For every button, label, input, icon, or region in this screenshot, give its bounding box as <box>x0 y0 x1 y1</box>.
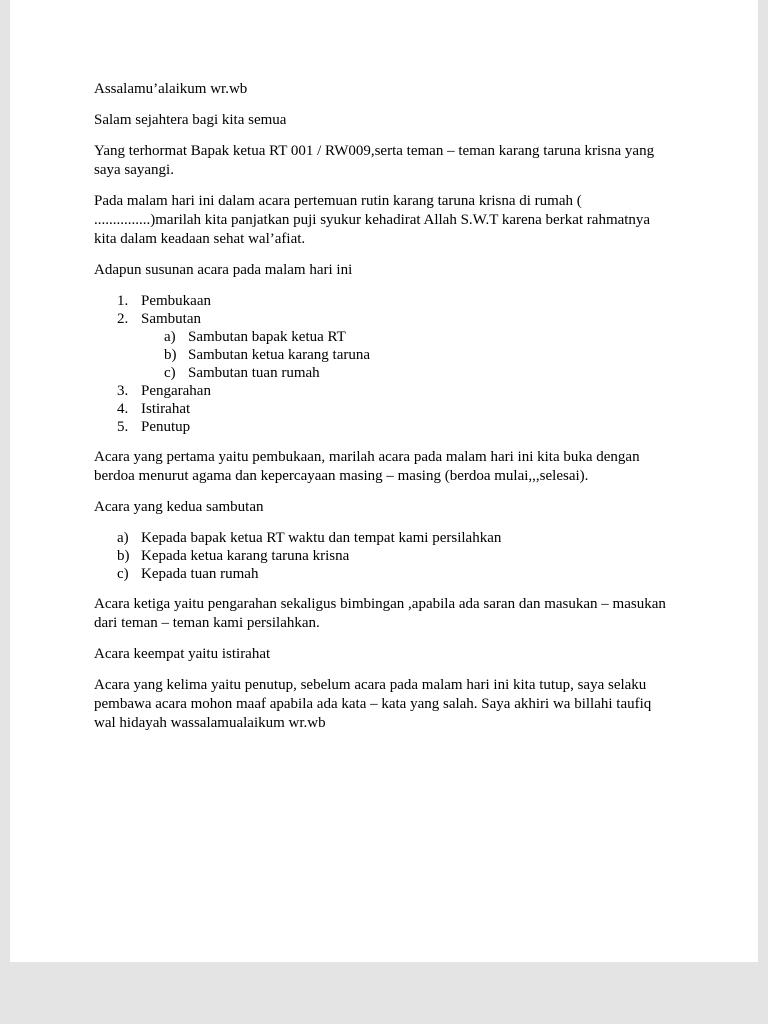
list-marker: c) <box>117 566 129 582</box>
list-marker: 2. <box>117 311 129 327</box>
agenda-item-5 <box>94 418 676 436</box>
agenda-item-1 <box>94 292 676 310</box>
agenda-item-4 <box>94 400 676 418</box>
list-text: Sambutan tuan rumah <box>188 365 320 381</box>
paragraph-honorifics: Yang terhormat Bapak ketua RT 001 / RW009,serta teman – teman karang taruna krisna yang saya sayangi. <box>94 143 655 178</box>
agenda-item-2c <box>94 364 676 382</box>
list-marker: a) <box>164 329 176 345</box>
list-text: Sambutan ketua karang taruna <box>188 347 371 363</box>
agenda-item-2 <box>94 310 676 328</box>
list-marker: c) <box>164 365 176 381</box>
list-text: Penutup <box>141 419 191 435</box>
list-marker: a) <box>117 530 129 546</box>
paragraph-agenda-intro: Adapun susunan acara pada malam hari ini <box>94 262 353 278</box>
paragraph-acara-kedua: Acara yang kedua sambutan <box>94 499 264 515</box>
paragraph-acara-ketiga: Acara ketiga yaitu pengarahan sekaligus bimbingan ,apabila ada saran dan masukan – masukan dari teman – teman kami persilahkan. <box>94 596 666 631</box>
list-text: Sambutan <box>141 311 201 327</box>
agenda-list <box>94 292 676 436</box>
sambutan-list <box>94 529 676 583</box>
document-page <box>10 0 758 962</box>
list-text: Kepada tuan rumah <box>141 566 259 582</box>
list-text: Istirahat <box>141 401 191 417</box>
paragraph-greeting: Assalamu’alaikum wr.wb <box>94 81 248 97</box>
paragraph-acara-kelima: Acara yang kelima yaitu penutup, sebelum acara pada malam hari ini kita tutup, saya selaku pembawa acara mohon maaf apabila ada kata – kata yang salah. Saya akhiri wa billahi taufiq wal hidayah wassalamualaikum wr.wb <box>94 677 652 731</box>
list-text: Kepada ketua karang taruna krisna <box>141 548 350 564</box>
list-text: Sambutan bapak ketua RT <box>188 329 346 345</box>
list-marker: b) <box>117 548 130 564</box>
sambutan-item-b <box>94 547 676 565</box>
list-marker: b) <box>164 347 177 363</box>
list-marker: 5. <box>117 419 129 435</box>
list-marker: 3. <box>117 383 129 399</box>
list-text: Pembukaan <box>141 293 211 309</box>
sambutan-item-c <box>94 565 676 583</box>
agenda-item-3 <box>94 382 676 400</box>
list-text: Pengarahan <box>141 383 211 399</box>
paragraph-opening: Pada malam hari ini dalam acara pertemuan rutin karang taruna krisna di rumah ( ...............)marilah kita panjatkan puji syukur kehadirat Allah S.W.T karena berkat rahmatnya kita dalam keadaan sehat wal’afiat. <box>94 193 651 247</box>
paragraph-acara-keempat: Acara keempat yaitu istirahat <box>94 646 271 662</box>
paragraph-acara-pertama: Acara yang pertama yaitu pembukaan, marilah acara pada malam hari ini kita buka dengan berdoa menurut agama dan kepercayaan masing – masing (berdoa mulai,,,selesai). <box>94 449 640 484</box>
paragraph-salam: Salam sejahtera bagi kita semua <box>94 112 287 128</box>
agenda-item-2a <box>94 328 676 346</box>
list-marker: 1. <box>117 293 129 309</box>
list-text: Kepada bapak ketua RT waktu dan tempat kami persilahkan <box>141 530 502 546</box>
list-marker: 4. <box>117 401 129 417</box>
agenda-item-2b <box>94 346 676 364</box>
sambutan-item-a <box>94 529 676 547</box>
